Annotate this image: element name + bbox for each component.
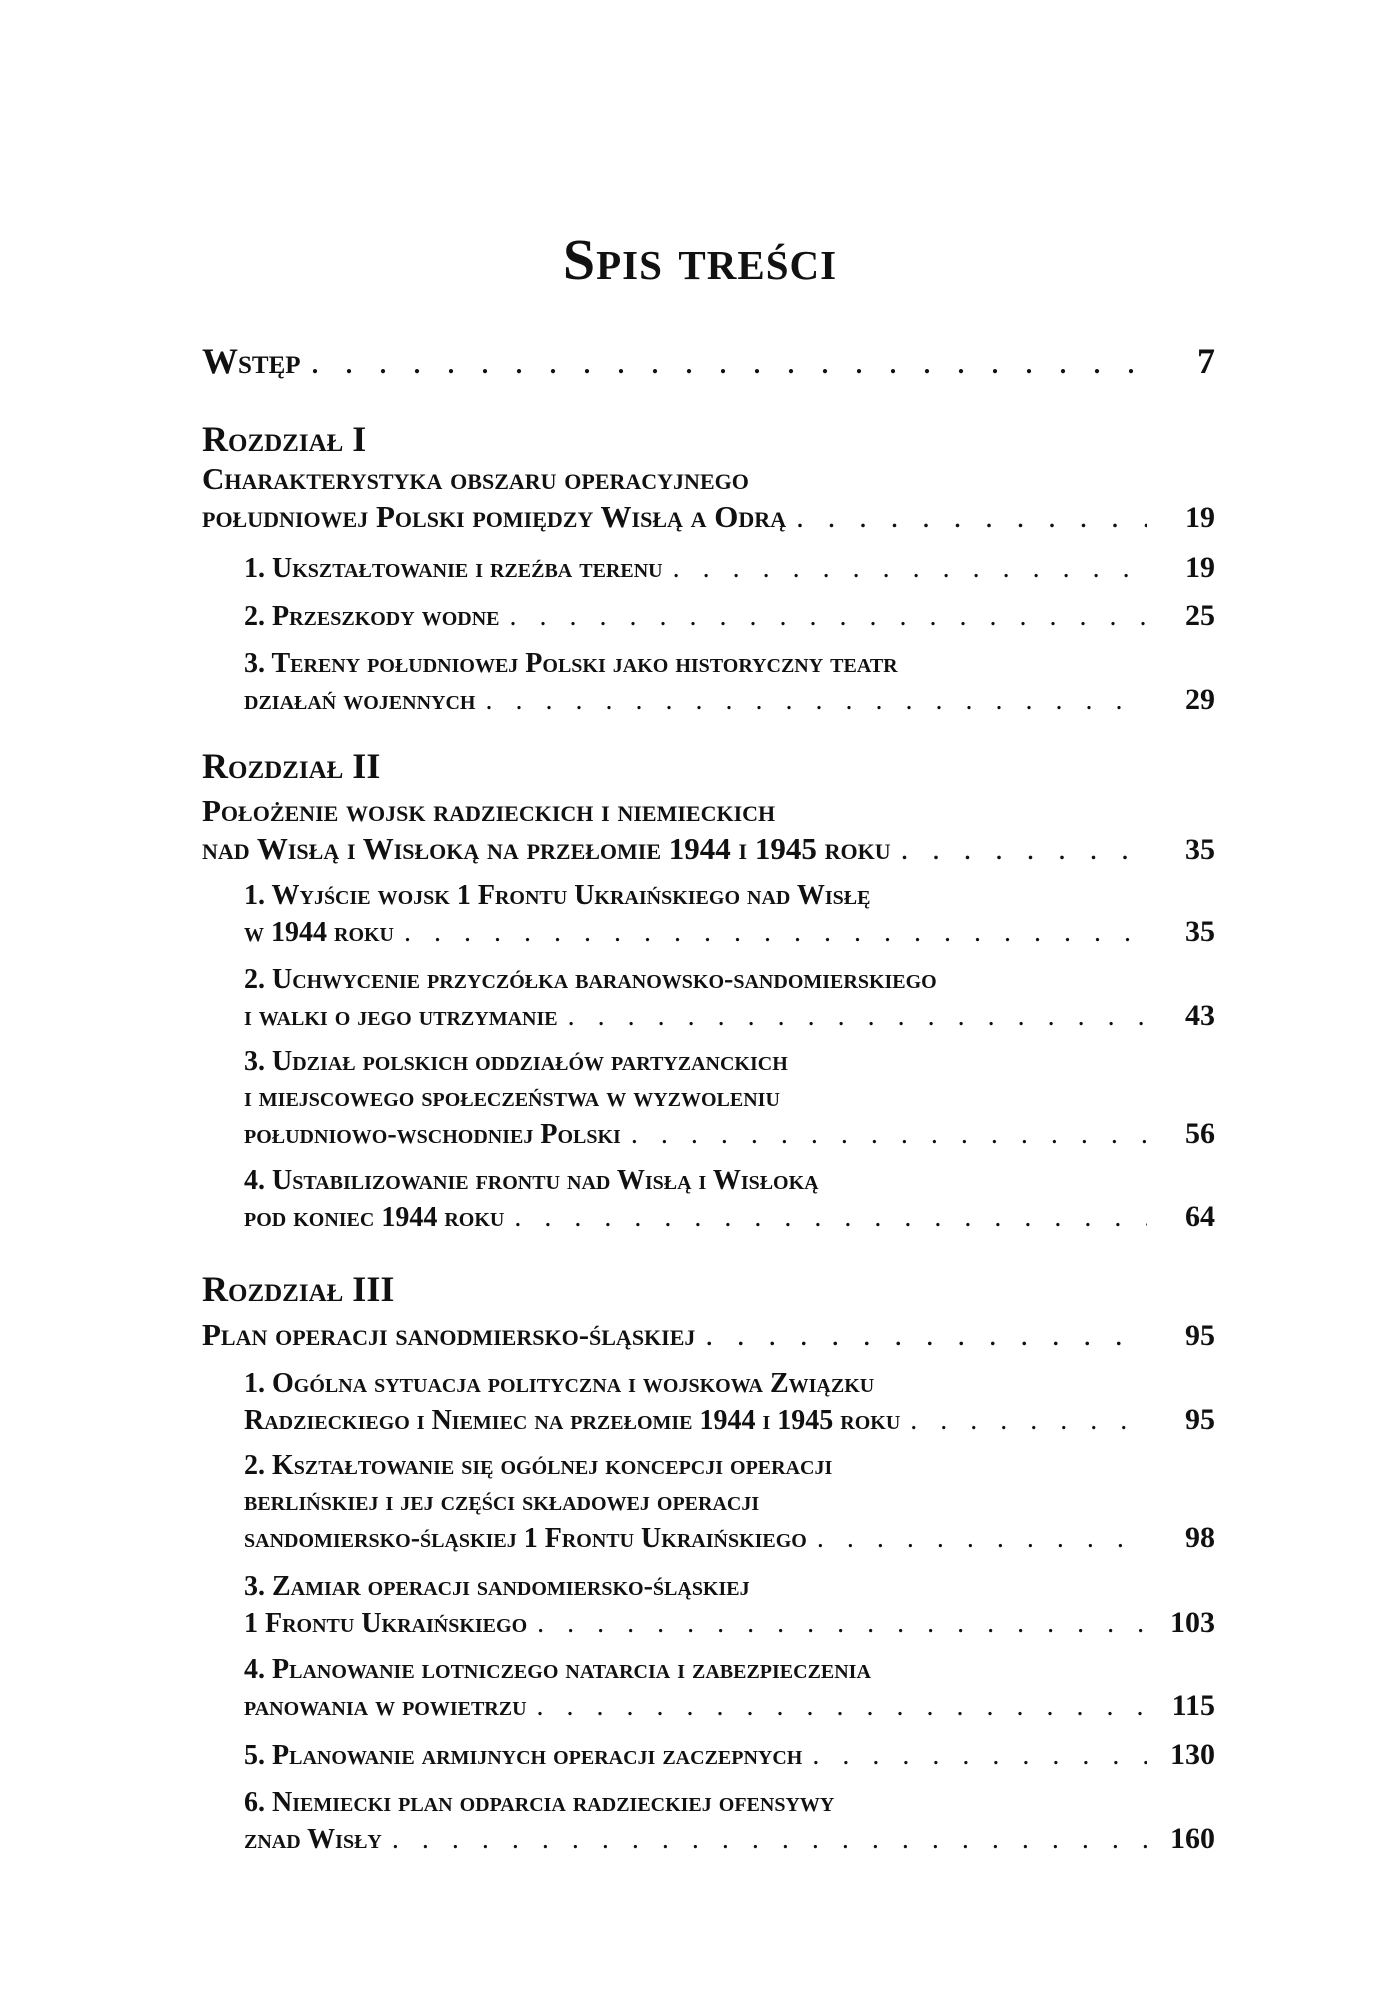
page-number: 19 — [1185, 551, 1215, 584]
page-number: 43 — [1185, 999, 1215, 1032]
dot-leader — [404, 915, 1147, 951]
toc-entry-chapter-2[interactable] — [202, 792, 1215, 869]
chapter-heading-text: Rozdział I — [202, 419, 367, 459]
chapter-heading-text: Rozdział II — [202, 746, 381, 786]
dot-leader — [910, 1403, 1147, 1439]
entry-label-line: 4. Ustabilizowanie frontu nad Wisłą i Wisłoką — [244, 1165, 819, 1196]
page-number: 130 — [1170, 1738, 1215, 1771]
toc-entry-intro[interactable] — [202, 340, 1215, 382]
toc-entry-section[interactable] — [202, 1044, 1215, 1153]
entry-label-line: 1. Ukształtowanie i rzeźba terenu — [244, 553, 663, 584]
entry-label-line: 1 Frontu Ukraińskiego — [244, 1608, 528, 1639]
page-number: 7 — [1197, 341, 1215, 381]
entry-label-line: Plan operacji sanodmiersko-śląskiej — [202, 1317, 696, 1352]
dot-leader — [796, 498, 1147, 536]
page-number: 64 — [1185, 1200, 1215, 1233]
entry-label-line: 5. Planowanie armijnych operacji zaczepnych — [244, 1740, 803, 1771]
entry-label-line: południowo-wschodniej Polski — [244, 1119, 621, 1150]
page-number: 95 — [1185, 1403, 1215, 1436]
page-number: 56 — [1185, 1117, 1215, 1150]
toc-entry-section[interactable] — [202, 1366, 1215, 1439]
page-number: 35 — [1185, 915, 1215, 948]
dot-leader — [673, 551, 1147, 587]
toc-entry-section[interactable] — [202, 1785, 1215, 1858]
entry-label-line: berlińskiej i jej części składowej operacji — [244, 1486, 760, 1517]
entry-label-line: w 1944 roku — [244, 917, 394, 948]
entry-label-line: nad Wisłą i Wisłoką na przełomie 1944 i 1945 roku — [202, 831, 891, 866]
dot-leader — [901, 830, 1147, 868]
toc-entry-section[interactable] — [202, 1569, 1215, 1642]
chapter-heading — [202, 418, 1215, 460]
dot-leader — [311, 340, 1147, 382]
chapter-heading-text: Rozdział III — [202, 1269, 395, 1309]
entry-label-line: 2. Kształtowanie się ogólnej koncepcji operacji — [244, 1450, 833, 1481]
entry-label-line: południowej Polski pomiędzy Wisłą a Odrą — [202, 499, 787, 534]
toc-entry-section[interactable] — [202, 1163, 1215, 1236]
toc-entry-chapter-1[interactable] — [202, 460, 1215, 537]
page-number: 103 — [1170, 1606, 1215, 1639]
dot-leader — [568, 999, 1147, 1035]
toc-entry-section[interactable] — [202, 598, 1215, 635]
page-number: 98 — [1185, 1521, 1215, 1554]
dot-leader — [817, 1521, 1147, 1557]
dot-leader — [392, 1822, 1147, 1858]
page-number: 19 — [1185, 501, 1215, 534]
toc-entry-section[interactable] — [202, 646, 1215, 719]
entry-label-line: 4. Planowanie lotniczego natarcia i zabezpieczenia — [244, 1654, 871, 1685]
toc-entry-section[interactable] — [202, 962, 1215, 1035]
page-number: 29 — [1185, 683, 1215, 716]
dot-leader — [537, 1606, 1147, 1642]
toc-entry-section[interactable] — [202, 550, 1215, 587]
toc-entry-section[interactable] — [202, 878, 1215, 951]
page-number: 95 — [1185, 1319, 1215, 1352]
entry-label-line: 2. Przeszkody wodne — [244, 601, 500, 632]
entry-label-line: sandomiersko-śląskiej 1 Frontu Ukraińskiego — [244, 1523, 807, 1554]
chapter-heading — [202, 1268, 1215, 1310]
entry-label-line: 2. Uchwycenie przyczółka baranowsko-sandomierskiego — [244, 964, 937, 995]
toc-entry-section[interactable] — [202, 1448, 1215, 1557]
entry-label-line: 6. Niemiecki plan odparcia radzieckiej ofensywy — [244, 1787, 835, 1818]
entry-label-line: znad Wisły — [244, 1824, 382, 1855]
entry-label-line: Charakterystyka obszaru operacyjnego — [202, 461, 749, 496]
dot-leader — [485, 683, 1147, 719]
dot-leader — [509, 599, 1147, 635]
dot-leader — [812, 1738, 1147, 1774]
toc-entry-section[interactable] — [202, 1737, 1215, 1774]
toc-entry-chapter-3[interactable] — [202, 1316, 1215, 1355]
entry-label: Wstęp — [202, 341, 301, 381]
entry-label-line: 1. Wyjście wojsk 1 Frontu Ukraińskiego nad Wisłę — [244, 880, 871, 911]
page-number: 25 — [1185, 599, 1215, 632]
entry-label-line: i walki o jego utrzymanie — [244, 1001, 558, 1032]
page-number: 115 — [1171, 1689, 1215, 1722]
page-number: 35 — [1185, 833, 1215, 866]
entry-label-line: i miejscowego społeczeństwa w wyzwoleniu — [244, 1082, 780, 1113]
dot-leader — [705, 1316, 1147, 1354]
entry-label-line: 3. Tereny południowej Polski jako historyczny teatr — [244, 648, 898, 679]
dot-leader — [514, 1200, 1147, 1236]
dot-leader — [537, 1689, 1147, 1725]
entry-label-line: 1. Ogólna sytuacja polityczna i wojskowa Związku — [244, 1368, 875, 1399]
entry-label-line: 3. Zamiar operacji sandomiersko-śląskiej — [244, 1571, 750, 1602]
page-title: Spis treści — [562, 227, 838, 292]
page-number: 160 — [1170, 1822, 1215, 1855]
entry-label-line: pod koniec 1944 roku — [244, 1202, 505, 1233]
entry-label-line: 3. Udział polskich oddziałów partyzanckich — [244, 1046, 788, 1077]
entry-label-line: Radzieckiego i Niemiec na przełomie 1944 i 1945 roku — [244, 1405, 901, 1436]
toc-entry-section[interactable] — [202, 1652, 1215, 1725]
dot-leader — [631, 1117, 1147, 1153]
entry-label-line: Położenie wojsk radzieckich i niemieckich — [202, 793, 776, 828]
entry-label-line: panowania w powietrzu — [244, 1691, 527, 1722]
entry-label-line: działań wojennych — [244, 685, 476, 716]
chapter-heading — [202, 745, 1215, 787]
